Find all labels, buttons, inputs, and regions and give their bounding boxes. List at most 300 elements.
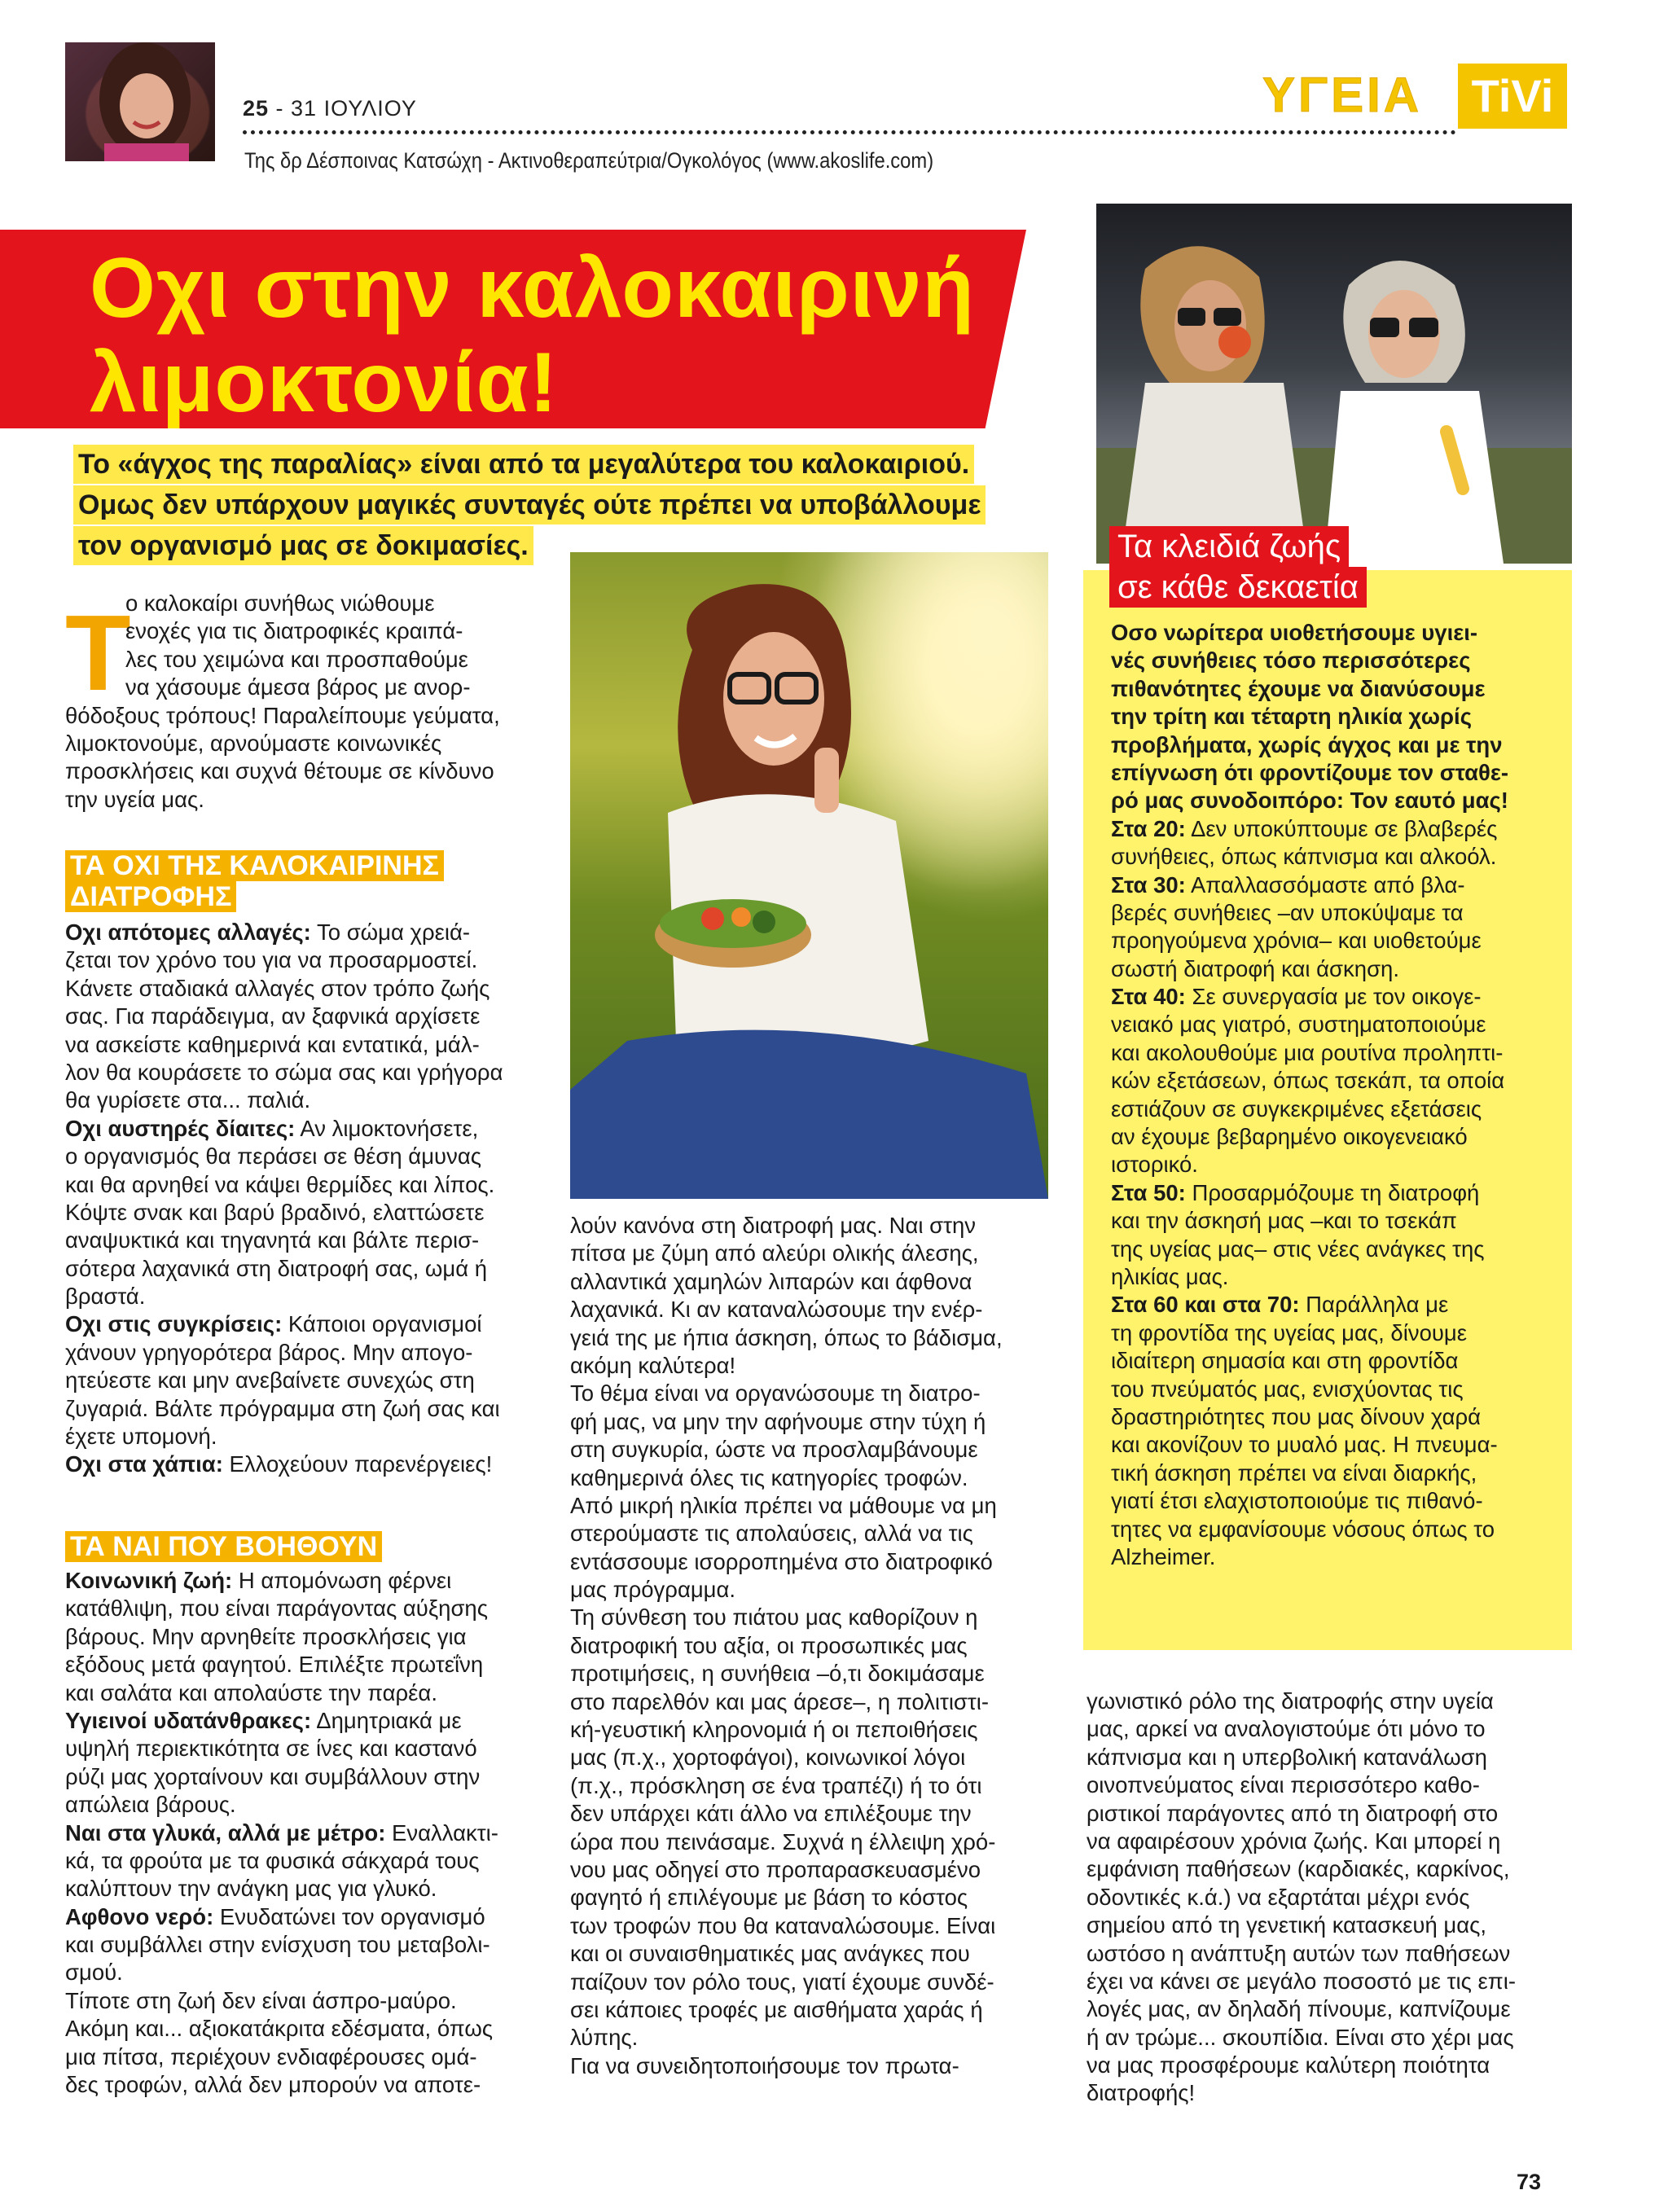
column-3-text bbox=[1087, 1688, 1516, 2108]
line-text: και θα αρνηθεί να κάψει θερμίδες και λίπος. bbox=[65, 1171, 495, 1197]
text-line-content bbox=[1111, 1095, 1482, 1123]
text-line-content bbox=[1111, 1263, 1228, 1291]
text-line-content bbox=[65, 1310, 481, 1338]
text-line-content: καθημερινά όλες τις κατηγορίες τροφών. bbox=[570, 1464, 968, 1490]
drop-cap: Τ bbox=[65, 593, 131, 713]
text-line bbox=[1111, 983, 1508, 1011]
line-text: ηλικίας μας. bbox=[1111, 1263, 1229, 1289]
two-women-eating-fruit-photo bbox=[1096, 204, 1572, 564]
text-line-content bbox=[65, 2015, 493, 2043]
text-line bbox=[65, 1819, 498, 1847]
text-line-content bbox=[1111, 927, 1482, 955]
text-line bbox=[65, 1959, 498, 1986]
line-text: Αν λιμοκτονήσετε, bbox=[295, 1115, 479, 1141]
line-text: τική άσκηση πρέπει να είναι διαρκής, bbox=[1111, 1459, 1477, 1486]
text-line bbox=[1111, 1179, 1508, 1207]
text-line bbox=[65, 1227, 503, 1254]
bold-lead: Στα 20: bbox=[1111, 815, 1186, 841]
text-line-content bbox=[1111, 1516, 1495, 1543]
text-line-content bbox=[1111, 1039, 1503, 1067]
text-line bbox=[1087, 1911, 1516, 1939]
text-line-content bbox=[65, 2071, 481, 2099]
text-line bbox=[570, 1324, 1003, 1352]
text-line bbox=[1111, 787, 1508, 814]
text-line bbox=[570, 1744, 1003, 1771]
text-line bbox=[65, 1423, 503, 1451]
line-text: σωστή διατροφή και άσκηση. bbox=[1111, 955, 1399, 981]
text-line-content: κή-γευστική κληρονομιά ή οι πεποιθήσεις bbox=[570, 1717, 978, 1743]
text-line-content: ή αν τρώμε... σκουπίδια. Είναι στο χέρι μας bbox=[1087, 2024, 1514, 2050]
text-line-content: θόδοξους τρόπους! Παραλείπουμε γεύματα, bbox=[65, 702, 500, 728]
text-line bbox=[570, 1212, 1003, 1240]
text-line-content bbox=[1111, 1403, 1481, 1431]
text-line bbox=[65, 702, 500, 730]
magazine-logo: TiVi bbox=[1458, 64, 1567, 129]
bold-lead: Ναι στα γλυκά, αλλά με μέτρο: bbox=[65, 1819, 386, 1846]
bold-lead: Στα 50: bbox=[1111, 1179, 1186, 1205]
bold-lead: Στα 40: bbox=[1111, 984, 1186, 1010]
text-line bbox=[65, 1059, 503, 1086]
text-line bbox=[1111, 1431, 1508, 1459]
yes-list bbox=[65, 1567, 498, 2099]
text-line-content bbox=[1111, 815, 1497, 843]
text-line-content: ριστικοί παράγοντες από τη διατροφή στο bbox=[1087, 1800, 1499, 1826]
text-line bbox=[570, 1268, 1003, 1296]
line-text: γιατί έτσι ελαχιστοποιούμε τις πιθανό- bbox=[1111, 1488, 1483, 1514]
text-line-content bbox=[65, 1567, 451, 1595]
text-line bbox=[1087, 1688, 1516, 1715]
text-line bbox=[570, 1464, 1003, 1492]
line-text: εστιάζουν σε συγκεκριμένες εξετάσεις bbox=[1111, 1095, 1482, 1121]
line-text: προηγούμενα χρόνια– και υιοθετούμε bbox=[1111, 928, 1482, 954]
line-text: ιστορικό. bbox=[1111, 1152, 1198, 1178]
text-line-content: σει κάποιες τροφές με αισθήματα χαράς ή bbox=[570, 1996, 983, 2022]
line-text: δραστηριότητες που μας δίνουν χαρά bbox=[1111, 1403, 1482, 1429]
text-line bbox=[1111, 1403, 1508, 1431]
text-line-content bbox=[1111, 1179, 1479, 1207]
text-line bbox=[65, 975, 503, 1003]
text-line-content: στο παρελθόν και μας άρεσε–, η πολιτιστι- bbox=[570, 1688, 990, 1714]
text-line bbox=[570, 1548, 1003, 1576]
text-line-content bbox=[65, 1931, 490, 1959]
text-line bbox=[65, 1875, 498, 1903]
line-text: Ενυδατώνει τον οργανισμό bbox=[213, 1903, 485, 1929]
text-line bbox=[570, 1884, 1003, 1911]
text-line-content bbox=[65, 1367, 475, 1394]
text-line bbox=[65, 674, 500, 701]
line-text: Η απομόνωση φέρνει bbox=[232, 1568, 452, 1593]
text-line-content bbox=[65, 1227, 479, 1254]
line-text: Κάποιοι οργανισμοί bbox=[282, 1311, 482, 1337]
text-line-content: κάπνισμα και η υπερβολική κατανάλωση bbox=[1087, 1744, 1487, 1770]
line-text: και συμβάλλει στην ενίσχυση του μεταβολι- bbox=[65, 1932, 490, 1958]
subhead-yes: ΤΑ ΝΑΙ ΠΟΥ ΒΟΗΘΟΥΝ bbox=[65, 1531, 382, 1562]
text-line-content bbox=[65, 1451, 492, 1478]
text-line bbox=[65, 1931, 498, 1959]
text-line bbox=[1111, 619, 1508, 647]
line-text: Παράλληλα με bbox=[1299, 1292, 1449, 1318]
text-line-content: οινοπνεύματος είναι περισσότερο καθο- bbox=[1087, 1772, 1480, 1798]
text-line bbox=[570, 2024, 1003, 2052]
text-line-content: λούν κανόνα στη διατροφή μας. Ναι στην bbox=[570, 1213, 977, 1238]
text-line bbox=[1111, 899, 1508, 927]
text-line bbox=[570, 1828, 1003, 1856]
line-text: να ασκείστε καθημερινά και εντατικά, μάλ- bbox=[65, 1031, 480, 1057]
author-photo bbox=[65, 42, 215, 161]
text-line-content: να χάσουμε άμεσα βάρος με ανορ- bbox=[125, 674, 471, 700]
text-line-content: διατροφής! bbox=[1087, 2080, 1196, 2106]
text-line-content bbox=[1111, 1543, 1215, 1571]
text-line-content bbox=[1111, 1459, 1477, 1487]
text-line-content bbox=[65, 2043, 477, 2071]
line-text: και ακονίζουν το μυαλό μας. Η πνευμα- bbox=[1111, 1432, 1498, 1458]
text-line-content: Για να συνειδητοποιήσουμε τον πρωτα- bbox=[570, 2052, 959, 2078]
text-line-content: νου μας οδηγεί στο προπαρασκευασμένο bbox=[570, 1856, 981, 1882]
text-line bbox=[1111, 1459, 1508, 1487]
bold-lead: Υγιεινοί υδατάνθρακες: bbox=[65, 1707, 312, 1733]
text-line bbox=[65, 1367, 503, 1394]
text-line-content: και οι συναισθηματικές μας ανάγκες που bbox=[570, 1941, 970, 1967]
text-line-content: να μας προσφέρουμε καλύτερη ποιότητα bbox=[1087, 2052, 1490, 2078]
text-line-content bbox=[1111, 955, 1399, 983]
text-line-content bbox=[1111, 1431, 1498, 1459]
sidebar-text bbox=[1111, 619, 1508, 1571]
text-line bbox=[570, 1632, 1003, 1660]
text-line-content: εμφάνιση παθήσεων (καρδιακές, καρκίνος, bbox=[1087, 1856, 1510, 1882]
text-line bbox=[1111, 1347, 1508, 1375]
text-line-content: διατροφική του αξία, οι προσωπικές μας bbox=[570, 1632, 968, 1658]
text-line-content bbox=[1111, 1151, 1198, 1178]
line-text: καλύπτουν την ανάγκη μας για γλυκό. bbox=[65, 1876, 437, 1902]
line-text: Απαλλασσόμαστε από βλα- bbox=[1185, 871, 1465, 898]
text-line bbox=[570, 1408, 1003, 1436]
text-line bbox=[1087, 2052, 1516, 2079]
text-line-content bbox=[1111, 1487, 1483, 1515]
text-line-content bbox=[1111, 899, 1464, 927]
subhead-no: ΤΑ ΟΧΙ ΤΗΣ ΚΑΛΟΚΑΙΡΙΝΗΣ ΔΙΑΤΡΟΦΗΣ bbox=[65, 850, 444, 912]
line-text: Σε συνεργασία με τον οικογε- bbox=[1185, 984, 1482, 1010]
text-line bbox=[1111, 1011, 1508, 1038]
text-line-content: ακόμη καλύτερα! bbox=[570, 1352, 736, 1378]
author-byline: Της δρ Δέσποινας Κατσώχη - Ακτινοθεραπεύτρια/Ογκολόγος (www.akoslife.com) bbox=[244, 148, 934, 173]
bold-lead: Στα 60 και στα 70: bbox=[1111, 1292, 1300, 1318]
text-line-content bbox=[65, 1651, 483, 1679]
text-line-content: την υγεία μας. bbox=[65, 786, 204, 812]
text-line bbox=[65, 1735, 498, 1762]
text-line-content bbox=[65, 1199, 485, 1227]
text-line-content bbox=[1111, 1291, 1448, 1319]
text-line-content bbox=[1111, 703, 1472, 731]
text-line bbox=[1087, 1968, 1516, 1995]
text-line bbox=[570, 1800, 1003, 1828]
line-text: τη φροντίδα της υγείας μας, δίνουμε bbox=[1111, 1319, 1468, 1345]
line-text: και σαλάτα και απολαύστε την παρέα. bbox=[65, 1679, 437, 1705]
line-text: ζυγαριά. Βάλτε πρόγραμμα στη ζωή σας και bbox=[65, 1395, 500, 1421]
line-text: συνήθειες, όπως κάπνισμα και αλκοόλ. bbox=[1111, 844, 1497, 870]
text-line bbox=[65, 1143, 503, 1170]
text-line-content: στερούμαστε τις απολαύσεις, αλλά να τις bbox=[570, 1521, 973, 1547]
line-text: ζεται τον χρόνο του για να προσαρμοστεί. bbox=[65, 947, 478, 973]
text-line-content: προσκλήσεις και συχνά θέτουμε σε κίνδυνο bbox=[65, 758, 494, 784]
text-line-content bbox=[65, 1763, 480, 1791]
text-line bbox=[65, 1987, 498, 2015]
text-line bbox=[1087, 1744, 1516, 1771]
sidebar-title: Τα κλειδιά ζωής σε κάθε δεκαετία bbox=[1109, 526, 1367, 608]
line-text: και ακολουθούμε μια ρουτίνα προληπτι- bbox=[1111, 1039, 1504, 1065]
text-line bbox=[65, 1199, 503, 1227]
text-line-content bbox=[1111, 983, 1482, 1011]
text-line bbox=[1111, 1516, 1508, 1543]
text-line-content bbox=[65, 1115, 478, 1143]
text-line bbox=[570, 1996, 1003, 2024]
text-line bbox=[570, 1660, 1003, 1688]
text-line bbox=[65, 2043, 498, 2071]
text-line-content bbox=[65, 1791, 236, 1819]
text-line-content bbox=[65, 946, 477, 974]
bold-lead: προβλήματα, χωρίς άγχος και με την bbox=[1111, 731, 1503, 757]
bold-lead: Οσο νωρίτερα υιοθετήσουμε υγιει- bbox=[1111, 620, 1478, 645]
text-line-content bbox=[65, 1735, 477, 1762]
text-line-content bbox=[65, 1031, 480, 1059]
text-line bbox=[1111, 1235, 1508, 1263]
text-line bbox=[1111, 1376, 1508, 1403]
bold-lead: Οχι αυστηρές δίαιτες: bbox=[65, 1115, 296, 1141]
line-text: χάνουν γρηγορότερα βάρος. Μην απογο- bbox=[65, 1339, 473, 1365]
line-text: Τίποτε στη ζωή δεν είναι άσπρο-μαύρο. bbox=[65, 1987, 457, 2013]
text-line bbox=[1111, 843, 1508, 871]
line-text: του πνεύματός μας, ενισχύοντας τις bbox=[1111, 1376, 1464, 1402]
text-line bbox=[570, 1604, 1003, 1631]
text-line-content bbox=[65, 1171, 494, 1199]
text-line-content bbox=[1111, 619, 1477, 647]
text-line-content bbox=[65, 1875, 437, 1903]
line-text: αναψυκτικά και τηγανητά και βάλτε περισ- bbox=[65, 1227, 480, 1253]
line-text: Προσαρμόζουμε τη διατροφή bbox=[1185, 1179, 1480, 1205]
line-text: Εναλλακτι- bbox=[385, 1819, 498, 1846]
text-line bbox=[1087, 1828, 1516, 1855]
text-line bbox=[570, 1520, 1003, 1547]
text-line bbox=[1087, 1855, 1516, 1883]
text-line bbox=[65, 646, 500, 674]
text-line-content: Από μικρή ηλικία πρέπει να μάθουμε να μη bbox=[570, 1492, 997, 1518]
text-line-content bbox=[1111, 871, 1465, 899]
text-line bbox=[65, 1847, 498, 1875]
text-line bbox=[65, 1707, 498, 1735]
line-text: απώλεια βάρους. bbox=[65, 1792, 236, 1818]
bold-lead: πιθανότητες έχουμε να διανύσουμε bbox=[1111, 675, 1486, 701]
text-line bbox=[1111, 675, 1508, 703]
column-2-text bbox=[570, 1212, 1003, 2080]
text-line bbox=[65, 1283, 503, 1310]
text-line bbox=[65, 1339, 503, 1367]
text-line bbox=[65, 1003, 503, 1030]
text-line bbox=[65, 1031, 503, 1059]
text-line-content: ενοχές για τις διατροφικές κραιπά- bbox=[125, 618, 463, 644]
text-line bbox=[1111, 1067, 1508, 1095]
text-line-content: ωστόσο η ανάπτυξη αυτών των παθήσεων bbox=[1087, 1940, 1511, 1966]
text-line bbox=[1111, 1095, 1508, 1123]
text-line-content bbox=[1111, 1376, 1464, 1403]
text-line bbox=[1111, 1543, 1508, 1571]
text-line bbox=[1111, 1151, 1508, 1178]
issue-date: 25 - 31 ΙΟΥΛΙΟΥ bbox=[243, 96, 417, 121]
text-line-content: πίτσα με ζύμη από αλεύρι ολικής άλεσης, bbox=[570, 1240, 979, 1266]
text-line-content: γειά της με ήπια άσκηση, όπως το βάδισμα, bbox=[570, 1324, 1003, 1350]
text-line bbox=[570, 1968, 1003, 1996]
text-line-content bbox=[1111, 1235, 1485, 1263]
text-line-content: σημείου από τη γενετική κατασκευή μας, bbox=[1087, 1912, 1487, 1938]
text-line-content: προτιμήσεις, η συνήθεια –ό,τι δοκιμάσαμε bbox=[570, 1661, 985, 1687]
text-line-content bbox=[65, 1143, 481, 1170]
text-line-content bbox=[65, 975, 489, 1003]
text-line bbox=[65, 2015, 498, 2043]
text-line-content: ώρα που πεινάσαμε. Συχνά η έλλειψη χρό- bbox=[570, 1828, 996, 1854]
text-line bbox=[65, 1255, 503, 1283]
line-text: Δημητριακά με bbox=[311, 1707, 462, 1733]
text-line bbox=[1111, 1123, 1508, 1151]
line-text: σότερα λαχανικά στη διατροφή σας, ωμά ή bbox=[65, 1255, 488, 1281]
line-text: Κάνετε σταδιακά αλλαγές στον τρόπο ζωής bbox=[65, 975, 490, 1001]
bold-lead: Αφθονο νερό: bbox=[65, 1903, 214, 1929]
line-text: Κόψτε σνακ και βαρύ βραδινό, ελαττώσετε bbox=[65, 1199, 485, 1225]
text-line bbox=[1087, 1940, 1516, 1968]
text-line-content bbox=[65, 1679, 437, 1707]
bold-lead: Κοινωνική ζωή: bbox=[65, 1568, 233, 1593]
text-line-content: εντάσσουμε ισορροπημένα στο διατροφικό bbox=[570, 1548, 993, 1574]
text-line bbox=[65, 2071, 498, 2099]
text-line-content bbox=[65, 1847, 480, 1875]
text-line bbox=[1111, 1207, 1508, 1235]
line-text: Alzheimer. bbox=[1111, 1543, 1216, 1569]
text-line bbox=[1111, 871, 1508, 899]
text-line-content: έχει να κάνει σε μεγάλο ποσοστό με τις επι- bbox=[1087, 1968, 1516, 1994]
text-line bbox=[1087, 1771, 1516, 1799]
text-line-content: ο καλοκαίρι συνήθως νιώθουμε bbox=[125, 590, 435, 616]
text-line bbox=[1111, 927, 1508, 955]
text-line-content bbox=[65, 1339, 472, 1367]
line-text: Ελλοχεύουν παρενέργειες! bbox=[222, 1451, 493, 1477]
line-text: Ακόμη και... αξιοκατάκριτα εδέσματα, όπως bbox=[65, 2016, 494, 2042]
line-text: σας. Για παράδειγμα, αν ξαφνικά αρχίσετε bbox=[65, 1003, 481, 1029]
text-line-content: λιμοκτονούμε, αρνούμαστε κοινωνικές bbox=[65, 730, 442, 756]
text-line bbox=[1087, 1800, 1516, 1828]
text-line-content bbox=[1111, 1347, 1458, 1375]
dotted-divider bbox=[243, 130, 1456, 134]
text-line bbox=[1111, 1263, 1508, 1291]
text-line-content: φή μας, να μην την αφήνουμε στην τύχη ή bbox=[570, 1408, 986, 1434]
bold-lead: Οχι στα χάπια: bbox=[65, 1451, 223, 1477]
deck-line: Το «άγχος της παραλίας» είναι από τα μεγαλύτερα του καλοκαιριού. bbox=[73, 445, 974, 484]
text-line-content bbox=[65, 1819, 498, 1847]
text-line-content bbox=[65, 1707, 462, 1735]
line-text: ο οργανισμός θα περάσει σε θέση άμυνας bbox=[65, 1143, 481, 1170]
text-line bbox=[570, 1436, 1003, 1464]
line-text: θα γυρίσετε στα... παλιά. bbox=[65, 1087, 311, 1113]
line-text: κών εξετάσεων, όπως τσεκάπ, τα οποία bbox=[1111, 1068, 1505, 1094]
text-line bbox=[1111, 1291, 1508, 1319]
text-line bbox=[65, 1171, 503, 1199]
text-line-content bbox=[65, 1423, 217, 1451]
text-line-content: αλλαντικά χαμηλών λιπαρών και άφθονα bbox=[570, 1268, 972, 1294]
text-line-content bbox=[1111, 843, 1496, 871]
text-line-content: παίζουν τον ρόλο τους, γιατί έχουμε συνδέ- bbox=[570, 1968, 994, 1995]
text-line-content: μας (π.χ., χορτοφάγοι), κοινωνικοί λόγοι bbox=[570, 1745, 966, 1771]
text-line-content bbox=[1111, 731, 1503, 759]
line-text: σμού. bbox=[65, 1960, 123, 1986]
text-line bbox=[1111, 1487, 1508, 1515]
text-line-content: φαγητό ή επιλέγουμε με βάση το κόστος bbox=[570, 1885, 968, 1911]
text-line bbox=[570, 1492, 1003, 1520]
text-line bbox=[1087, 1715, 1516, 1743]
text-line bbox=[1087, 1995, 1516, 2023]
text-line bbox=[570, 1296, 1003, 1323]
line-text: ιδιαίτερη σημασία και στη φροντίδα bbox=[1111, 1348, 1459, 1374]
line-text: ητεύεστε και μην ανεβαίνετε συνεχώς στη bbox=[65, 1367, 475, 1393]
text-line-content bbox=[65, 919, 470, 946]
text-line bbox=[65, 1791, 498, 1819]
line-text: Το σώμα χρειά- bbox=[310, 919, 471, 945]
text-line bbox=[65, 1115, 503, 1143]
text-line-content bbox=[65, 1959, 123, 1986]
text-line bbox=[65, 590, 500, 617]
text-line bbox=[65, 617, 500, 645]
deck-line: τον οργανισμό μας σε δοκιμασίες. bbox=[73, 526, 533, 565]
text-line-content: (π.χ., πρόσκληση σε ένα τραπέζι) ή το ότι bbox=[570, 1772, 982, 1798]
text-line-content bbox=[65, 1059, 503, 1086]
text-line-content: μας πρόγραμμα. bbox=[570, 1577, 736, 1603]
text-line bbox=[65, 946, 503, 974]
text-line-content bbox=[65, 1283, 145, 1310]
line-text: βάρους. Μην αρνηθείτε προσκλήσεις για bbox=[65, 1623, 467, 1649]
text-line-content: οδοντικές κ.ά.) να εξαρτάται μέχρι ενός bbox=[1087, 1884, 1470, 1910]
text-line-content: λες του χειμώνα και προσπαθούμε bbox=[125, 646, 468, 672]
text-line bbox=[65, 1395, 503, 1423]
text-line bbox=[1111, 759, 1508, 787]
page-number: 73 bbox=[1517, 2170, 1542, 2194]
text-line bbox=[1111, 703, 1508, 731]
text-line-content: λογές μας, αν δηλαδή πίνουμε, καπνίζουμε bbox=[1087, 1996, 1511, 2022]
text-line bbox=[65, 1651, 498, 1679]
text-line-content bbox=[1111, 675, 1486, 703]
line-text: βραστά. bbox=[65, 1284, 146, 1310]
text-line bbox=[65, 919, 503, 946]
text-line bbox=[65, 1763, 498, 1791]
text-line bbox=[1111, 1319, 1508, 1347]
text-line-content bbox=[1111, 647, 1471, 674]
text-line bbox=[1111, 1039, 1508, 1067]
line-text: νειακό μας γιατρό, συστηματοποιούμε bbox=[1111, 1012, 1486, 1038]
text-line bbox=[570, 1912, 1003, 1940]
text-line-content bbox=[1111, 1123, 1468, 1151]
text-line-content bbox=[1111, 1067, 1504, 1095]
text-line bbox=[65, 1623, 498, 1651]
text-line-content bbox=[65, 1623, 467, 1651]
no-list bbox=[65, 919, 503, 1479]
text-line-content bbox=[65, 1086, 310, 1114]
text-line bbox=[65, 730, 500, 757]
text-line bbox=[1111, 647, 1508, 674]
text-line bbox=[1087, 1884, 1516, 1911]
text-line bbox=[65, 1451, 503, 1478]
text-line-content: Τη σύνθεση του πιάτου μας καθορίζουν η bbox=[570, 1604, 978, 1630]
text-line-content: λύπης. bbox=[570, 2025, 639, 2051]
line-text: έχετε υπομονή. bbox=[65, 1424, 217, 1450]
section-name: ΥΓΕΙΑ bbox=[1262, 68, 1423, 122]
text-line bbox=[1111, 731, 1508, 759]
text-line bbox=[570, 1940, 1003, 1968]
text-line bbox=[65, 757, 500, 785]
text-line-content: μας, αρκεί να αναλογιστούμε ότι μόνο το bbox=[1087, 1716, 1486, 1742]
